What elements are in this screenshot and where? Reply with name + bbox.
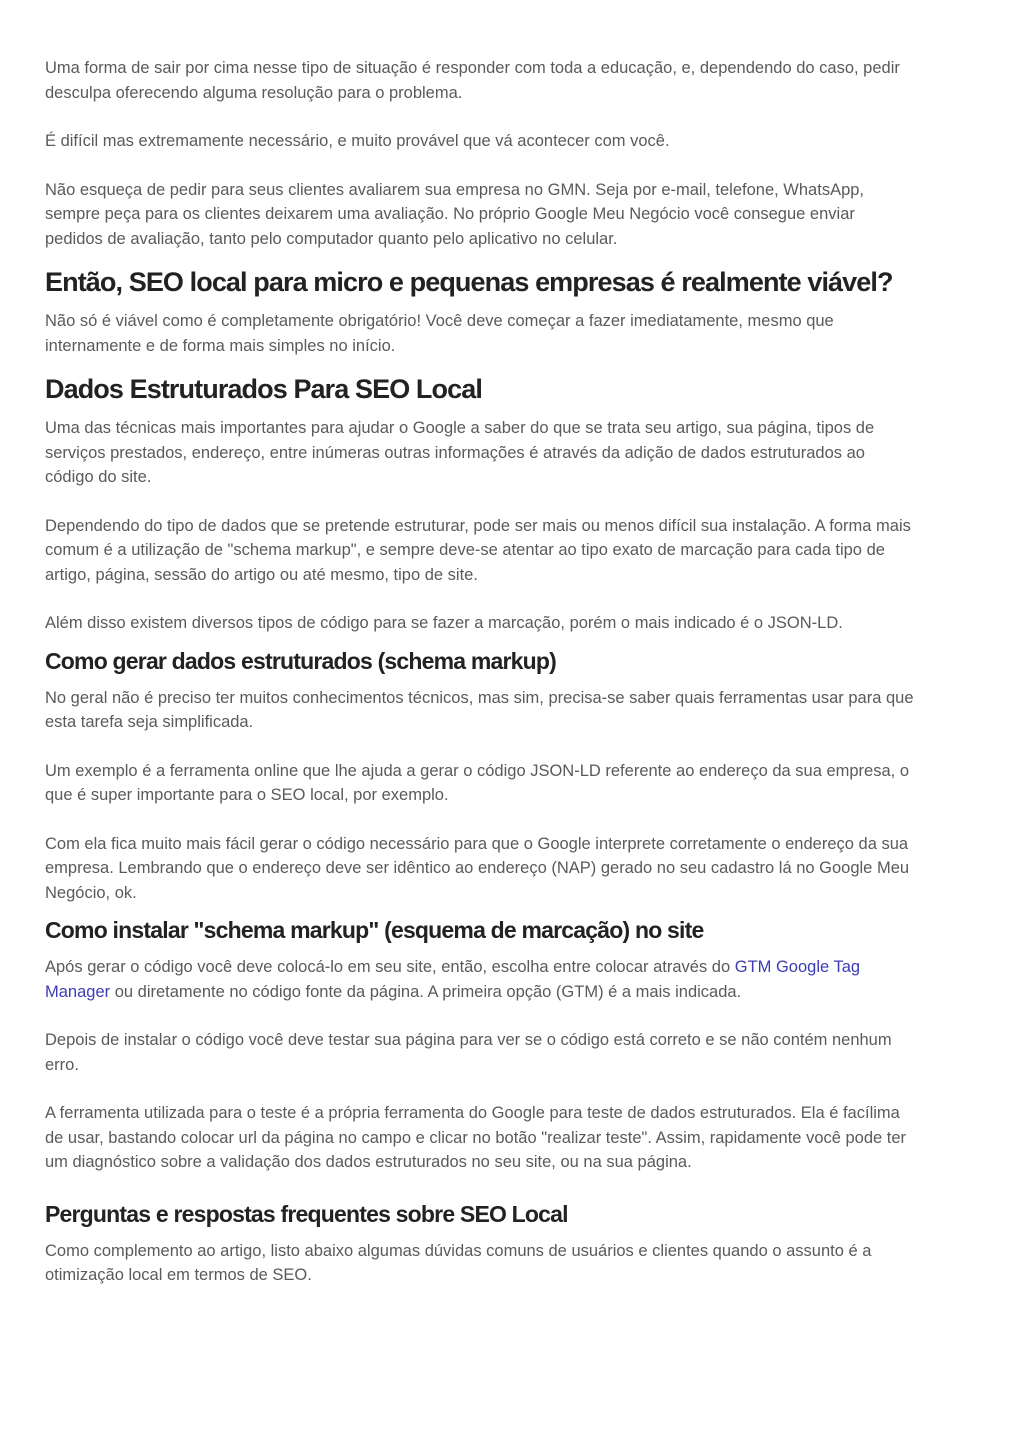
instalar-paragraph-1 [45,955,914,1004]
instalar-p1-text-before: Após gerar o código você deve colocá-lo em seu site, então, escolha entre colocar através do [45,958,735,976]
gtm-link[interactable]: GTM Google Tag Manager [45,958,861,1001]
heading-seo-local-viavel: Então, SEO local para micro e pequenas empresas é realmente viável? [45,267,893,297]
instalar-paragraph-2: Depois de instalar o código você deve testar sua página para ver se o código está correto e se não contém nenhum erro. [45,1031,892,1074]
gerar-paragraph-2: Um exemplo é a ferramenta online que lhe ajuda a gerar o código JSON-LD referente ao endereço da sua empresa, o que é super importante para o SEO local, por exemplo. [45,761,910,804]
gerar-paragraph-3: Com ela fica muito mais fácil gerar o código necessário para que o Google interprete corretamente o endereço da sua empresa. Lembrando que o endereço deve ser idêntico ao endereço (NAP) gerado no seu cadastro lá no Google Meu Negócio, ok. [45,834,910,902]
intro-paragraph-1: Uma forma de sair por cima nesse tipo de situação é responder com toda a educação, e, dependendo do caso, pedir desculpa oferecendo alguma resolução para o problema. [45,59,900,102]
instalar-p1-text-after: ou diretamente no código fonte da página. A primeira opção (GTM) é a mais indicada. [110,982,742,1001]
gerar-paragraph-1: No geral não é preciso ter muitos conhecimentos técnicos, mas sim, precisa-se saber quais ferramentas usar para que esta tarefa seja simplificada. [45,688,914,731]
intro-paragraph-2: É difícil mas extremamente necessário, e muito provável que vá acontecer com você. [45,132,670,150]
heading-como-gerar: Como gerar dados estruturados (schema markup) [45,647,557,674]
viavel-paragraph-1: Não só é viável como é completamente obrigatório! Você deve começar a fazer imediatamente, mesmo que internamente e de forma mais simples no início. [45,312,834,355]
heading-dados-estruturados: Dados Estruturados Para SEO Local [45,374,482,404]
dados-paragraph-1: Uma das técnicas mais importantes para ajudar o Google a saber do que se trata seu artigo, sua página, tipos de serviços prestados, endereço, entre inúmeras outras informações é através da adição de dados estruturados ao código do site. [45,419,875,486]
faq-paragraph-1: Como complemento ao artigo, listo abaixo algumas dúvidas comuns de usuários e clientes quando o assunto é a otimização local em termos de SEO. [45,1241,872,1284]
intro-paragraph-3: Não esqueça de pedir para seus clientes avaliarem sua empresa no GMN. Seja por e-mail, telefone, WhatsApp, sempre peça para os clientes deixarem uma avaliação. No próprio Google Meu Negócio você consegue enviar pedidos de avaliação, tanto pelo computador quanto pelo aplicativo no celular. [45,180,865,248]
dados-paragraph-3: Além disso existem diversos tipos de código para se fazer a marcação, porém o mais indicado é o JSON-LD. [45,614,843,632]
instalar-paragraph-3: A ferramenta utilizada para o teste é a própria ferramenta do Google para teste de dados estruturados. Ela é facílima de usar, bastando colocar url da página no campo e clicar no botão "realizar teste". Assim, rapidamente você pode ter um diagnóstico sobre a validação dos dados estruturados no seu site, ou na sua página. [45,1104,907,1171]
heading-perguntas-frequentes: Perguntas e respostas frequentes sobre SEO Local [45,1200,568,1227]
dados-paragraph-2: Dependendo do tipo de dados que se pretende estruturar, pode ser mais ou menos difícil sua instalação. A forma mais comum é a utilização de "schema markup", e sempre deve-se atentar ao tipo exato de marcação para cada tipo de artigo, página, sessão do artigo ou até mesmo, tipo de site. [45,516,911,584]
heading-como-instalar: Como instalar "schema markup" (esquema de marcação) no site [45,917,704,943]
